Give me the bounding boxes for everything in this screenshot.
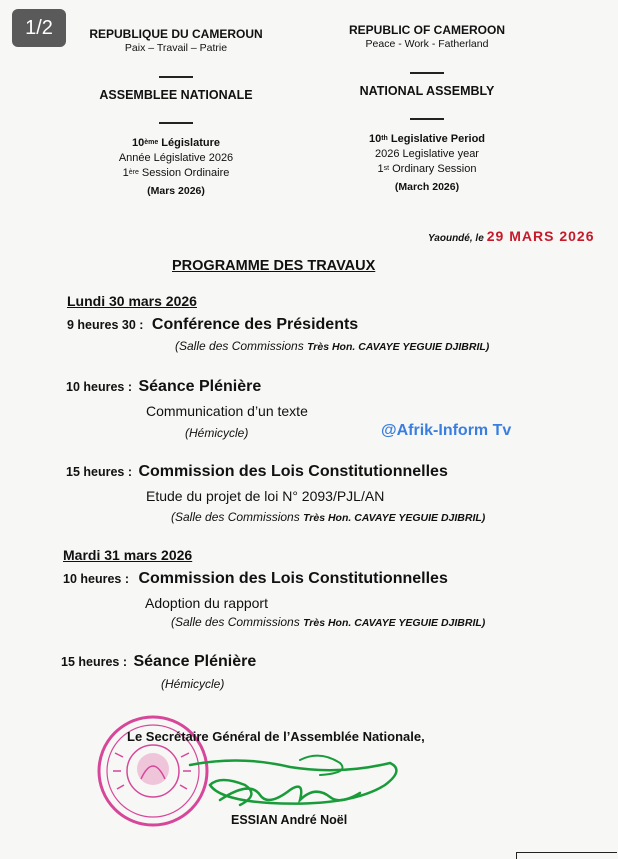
item-time: 10 heures :: [66, 380, 133, 394]
item-location: (Salle des Commissions Très Hon. CAVAYE YEGUIE DJIBRIL): [175, 339, 490, 353]
assembly-name-en: NATIONAL ASSEMBLY: [359, 84, 495, 98]
session-fr: 1ère Session Ordinaire: [122, 167, 230, 179]
item-chair: Très Hon. CAVAYE YEGUIE DJIBRIL): [307, 341, 490, 353]
signatory-title: Le Secrétaire Général de l’Assemblée Nationale,: [127, 729, 425, 744]
country-name-fr: REPUBLIQUE DU CAMEROUN: [89, 27, 263, 41]
place-date: [428, 228, 594, 244]
session-en: 1st Ordinary Session: [377, 163, 477, 175]
item-event: Commission des Lois Constitutionnelles: [138, 570, 448, 587]
assembly-name-fr: ASSEMBLEE NATIONALE: [99, 88, 253, 102]
item-detail: Etude du projet de loi N° 2093/PJL/AN: [146, 488, 385, 504]
watermark-text: @Afrik-Inform Tv: [381, 422, 512, 439]
item-event: Séance Plénière: [138, 378, 262, 395]
agenda-item: [66, 463, 448, 481]
day-heading-tuesday: Mardi 31 mars 2026: [63, 547, 193, 563]
header-french: [64, 27, 288, 197]
item-event: Conférence des Présidents: [151, 316, 359, 333]
page-counter-badge[interactable]: 1/2: [12, 9, 66, 47]
item-location: (Hémicycle): [161, 677, 225, 691]
item-chair: Très Hon. CAVAYE YEGUIE DJIBRIL): [303, 617, 486, 629]
date-stamp: 29 MARS 2026: [486, 228, 595, 244]
page-edge-mark: [516, 852, 617, 859]
month-en: (March 2026): [394, 181, 460, 193]
header-english: [316, 23, 538, 193]
motto-en: Peace - Work - Fatherland: [365, 38, 489, 50]
legislature-fr: 10ème Législature: [131, 137, 220, 149]
item-event: Séance Plénière: [133, 653, 257, 670]
document-title: PROGRAMME DES TRAVAUX: [172, 258, 376, 274]
agenda-item: [63, 570, 448, 588]
agenda-item: [61, 653, 256, 671]
place-label: Yaoundé, le: [428, 233, 484, 244]
item-detail: Adoption du rapport: [145, 595, 268, 611]
divider: [159, 76, 193, 78]
item-detail: Communication d’un texte: [146, 403, 308, 419]
agenda-item: [67, 316, 358, 334]
item-location: (Hémicycle): [185, 426, 249, 440]
signatory-name: ESSIAN André Noël: [231, 813, 348, 827]
legislative-year-en: 2026 Legislative year: [375, 148, 479, 160]
item-time: 10 heures :: [63, 572, 130, 586]
month-fr: (Mars 2026): [147, 185, 205, 197]
item-time: 15 heures :: [66, 465, 133, 479]
divider: [410, 72, 444, 74]
country-name-en: REPUBLIC OF CAMEROON: [349, 23, 505, 37]
item-location: (Salle des Commissions Très Hon. CAVAYE YEGUIE DJIBRIL): [171, 615, 486, 629]
item-event: Commission des Lois Constitutionnelles: [138, 463, 448, 480]
divider: [410, 118, 444, 120]
agenda-item: [66, 378, 261, 396]
legislative-year-fr: Année Législative 2026: [118, 152, 234, 164]
legislative-period-en: 10th Legislative Period: [368, 133, 486, 145]
handwritten-signature-icon: [150, 745, 410, 815]
item-location: (Salle des Commissions Très Hon. CAVAYE YEGUIE DJIBRIL): [171, 510, 486, 524]
item-chair: Très Hon. CAVAYE YEGUIE DJIBRIL): [303, 512, 486, 524]
day-heading-monday: Lundi 30 mars 2026: [67, 293, 197, 309]
divider: [159, 122, 193, 124]
motto-fr: Paix – Travail – Patrie: [124, 42, 228, 54]
item-time: 9 heures 30 :: [67, 318, 144, 332]
item-time: 15 heures :: [61, 655, 128, 669]
